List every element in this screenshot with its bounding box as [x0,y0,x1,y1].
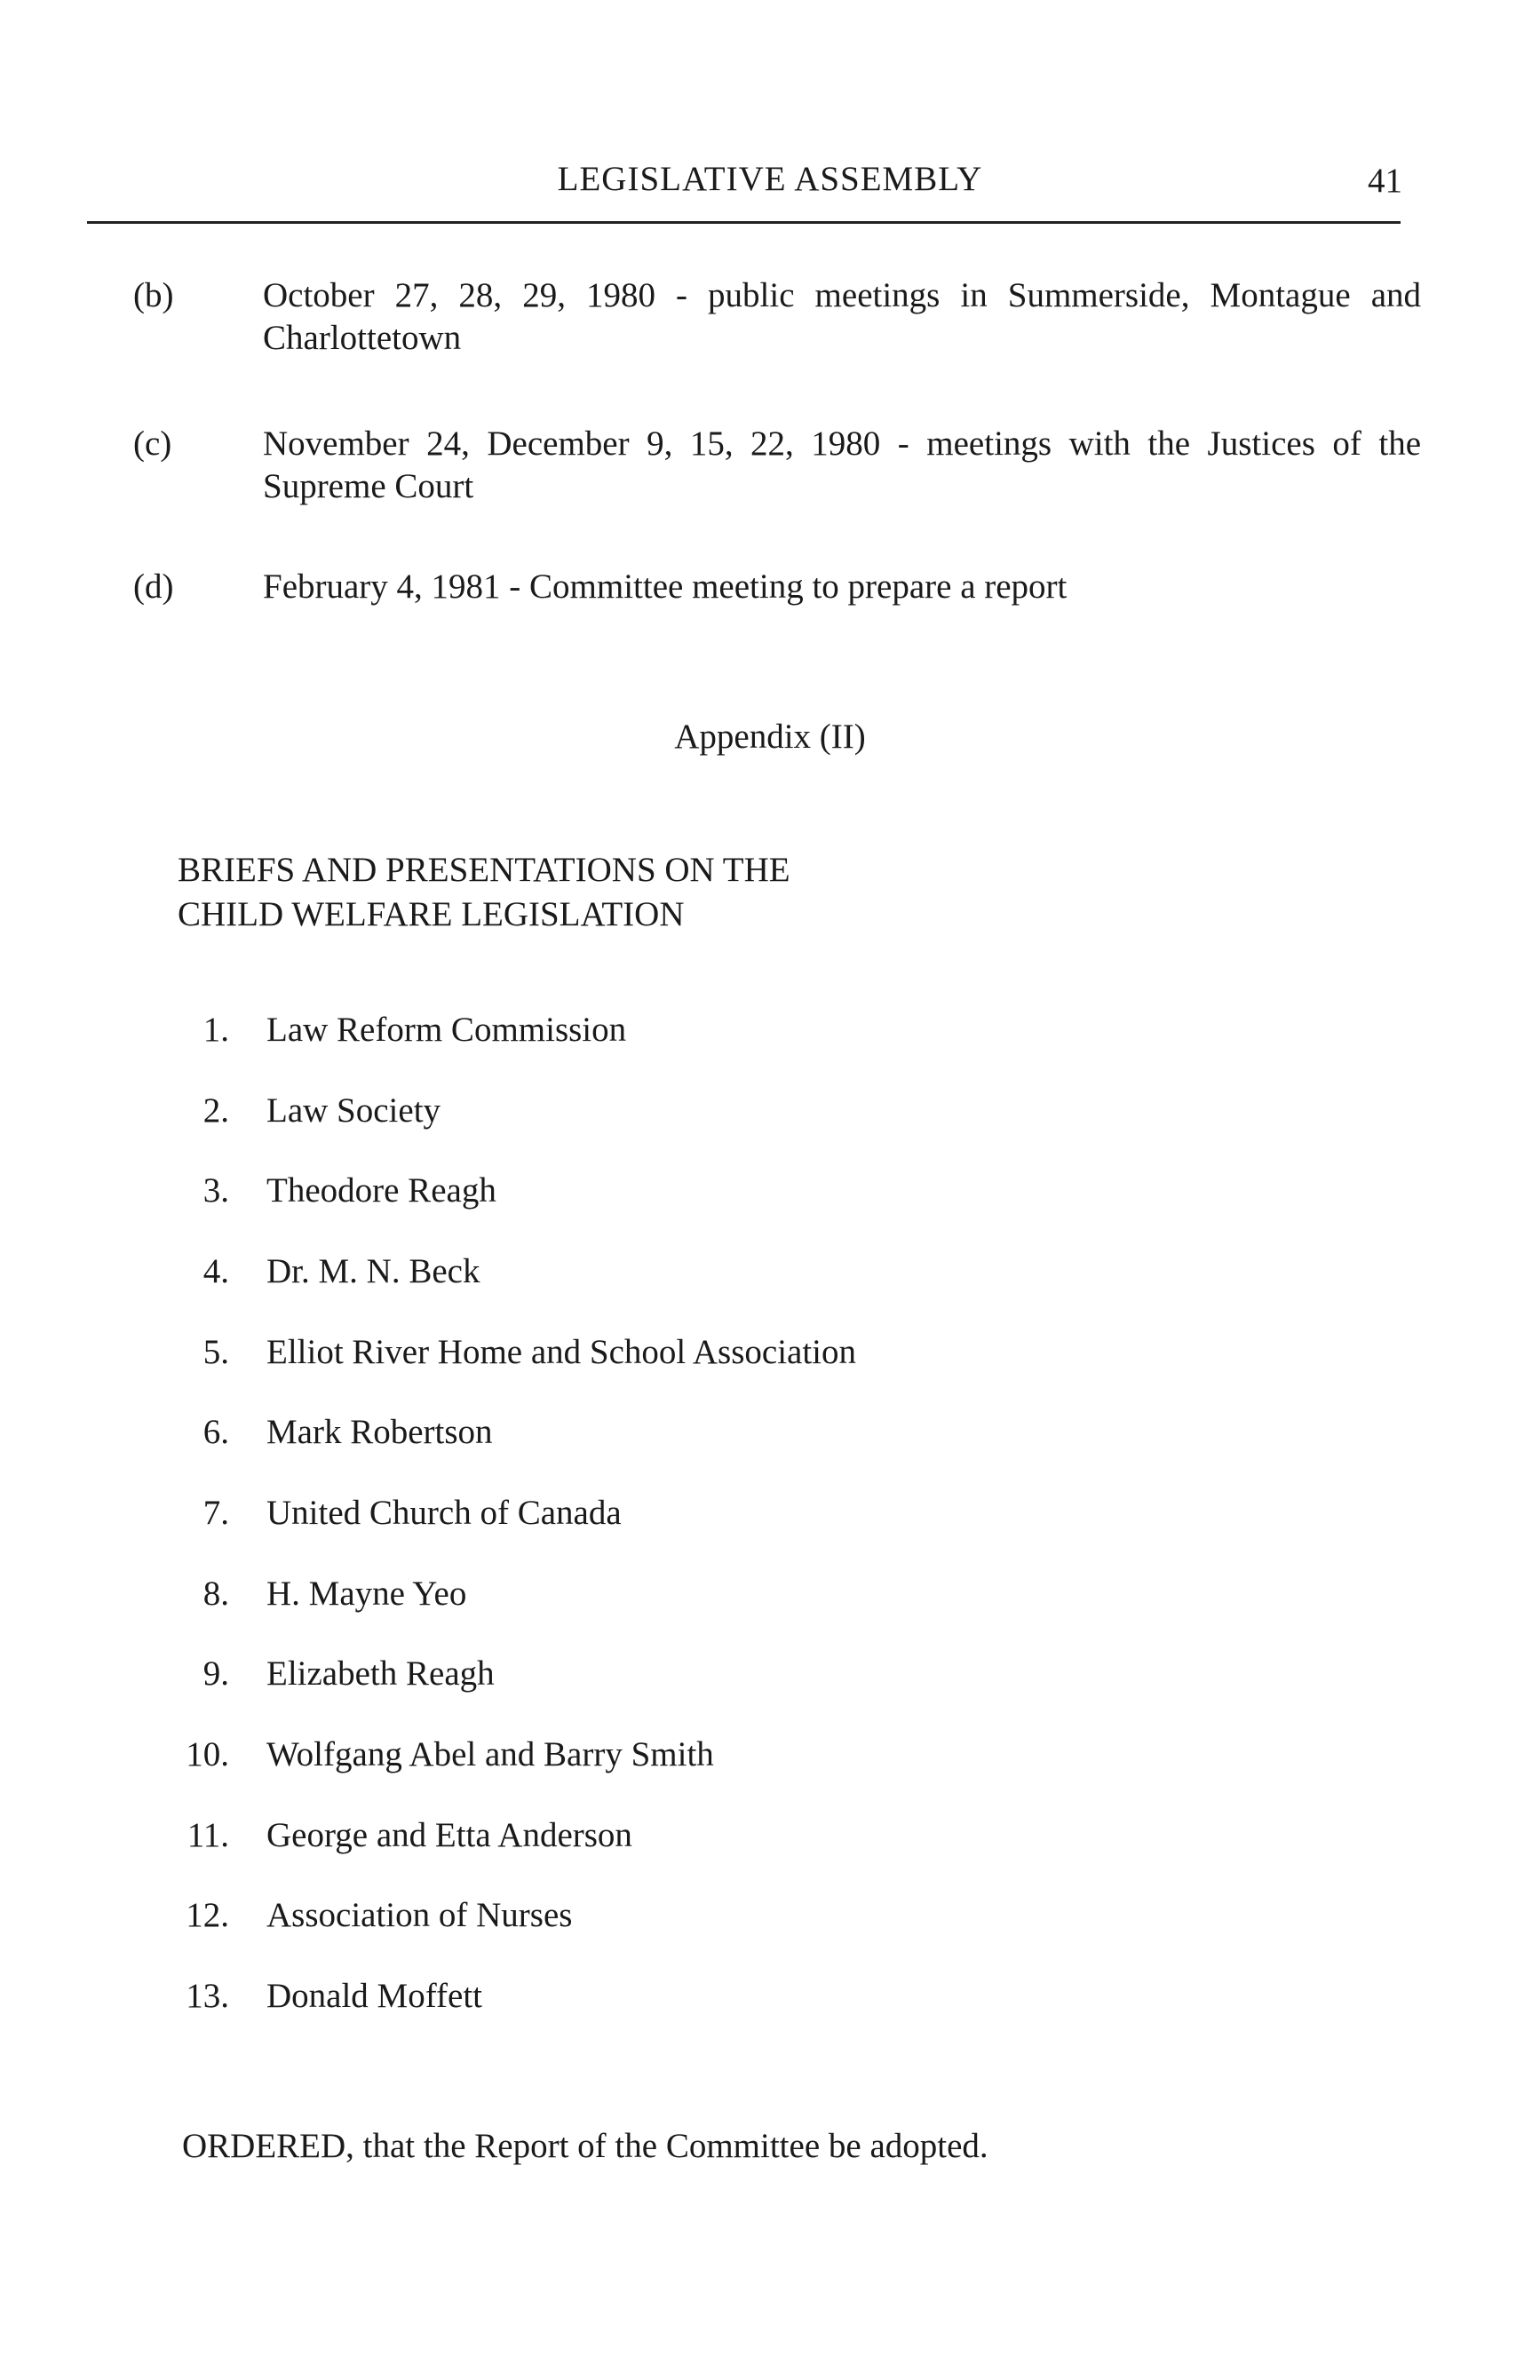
list-item-number: 9. [202,1654,229,1693]
section-heading-line2: CHILD WELFARE LEGISLATION [178,895,685,933]
header-rule [87,221,1401,224]
list-item-number: 4. [202,1252,229,1290]
list-item-name: Wolfgang Abel and Barry Smith [266,1735,714,1773]
list-item-name: Theodore Reagh [266,1171,496,1210]
list-item-name: Law Society [266,1091,441,1130]
schedule-label: (b) [133,276,174,314]
schedule-item-c [133,423,1421,508]
list-item-name: George and Etta Anderson [266,1816,632,1854]
list-item [0,1894,1540,1937]
appendix-title: Appendix (II) [674,718,866,756]
list-item [0,1090,1540,1132]
schedule-text: February 4, 1981 - Committee meeting to prepare a report [263,567,1068,606]
list-item-number: 6. [202,1413,229,1451]
list-item [0,1492,1540,1535]
list-item-number: 11. [187,1816,229,1854]
list-item [0,1009,1540,1051]
page-number: 41 [1368,162,1402,200]
list-item-number: 3. [202,1171,229,1210]
schedule-text: November 24, December 9, 15, 22, 1980 - meetings with the Justices of the Supreme Court [263,424,1421,505]
list-item-name: Elizabeth Reagh [266,1654,495,1693]
list-item [0,1411,1540,1454]
list-item-number: 10. [186,1735,229,1773]
list-item-number: 7. [202,1494,229,1532]
list-item-number: 12. [186,1896,229,1934]
list-item-name: Law Reform Commission [266,1011,627,1049]
list-item-number: 1. [202,1011,229,1049]
section-heading-line1: BRIEFS AND PRESENTATIONS ON THE [178,851,790,889]
section-heading [178,848,977,937]
list-item [0,1814,1540,1857]
list-item-number: 2. [202,1091,229,1130]
list-item [0,1975,1540,2018]
schedule-item-d [133,566,1421,608]
schedule-label: (d) [133,567,174,606]
list-item [0,1331,1540,1374]
list-item-number: 13. [186,1977,229,2015]
schedule-item-b [133,274,1421,360]
list-item-number: 5. [202,1333,229,1371]
list-item-name: United Church of Canada [266,1494,622,1532]
list-item-name: H. Mayne Yeo [266,1575,467,1613]
list-item [0,1170,1540,1212]
list-item-number: 8. [202,1575,229,1613]
closing-resolution: ORDERED, that the Report of the Committee be adopted. [182,2127,988,2165]
list-item-name: Association of Nurses [266,1896,573,1934]
list-item [0,1573,1540,1615]
running-title: LEGISLATIVE ASSEMBLY [557,160,983,198]
list-item-name: Donald Moffett [266,1977,482,2015]
list-item-name: Elliot River Home and School Association [266,1333,857,1371]
schedule-text: October 27, 28, 29, 1980 - public meetings in Summerside, Montague and Charlottetown [263,276,1421,357]
list-item [0,1733,1540,1776]
list-item-name: Mark Robertson [266,1413,493,1451]
list-item-name: Dr. M. N. Beck [266,1252,480,1290]
schedule-label: (c) [133,424,172,463]
list-item [0,1653,1540,1695]
list-item [0,1250,1540,1293]
